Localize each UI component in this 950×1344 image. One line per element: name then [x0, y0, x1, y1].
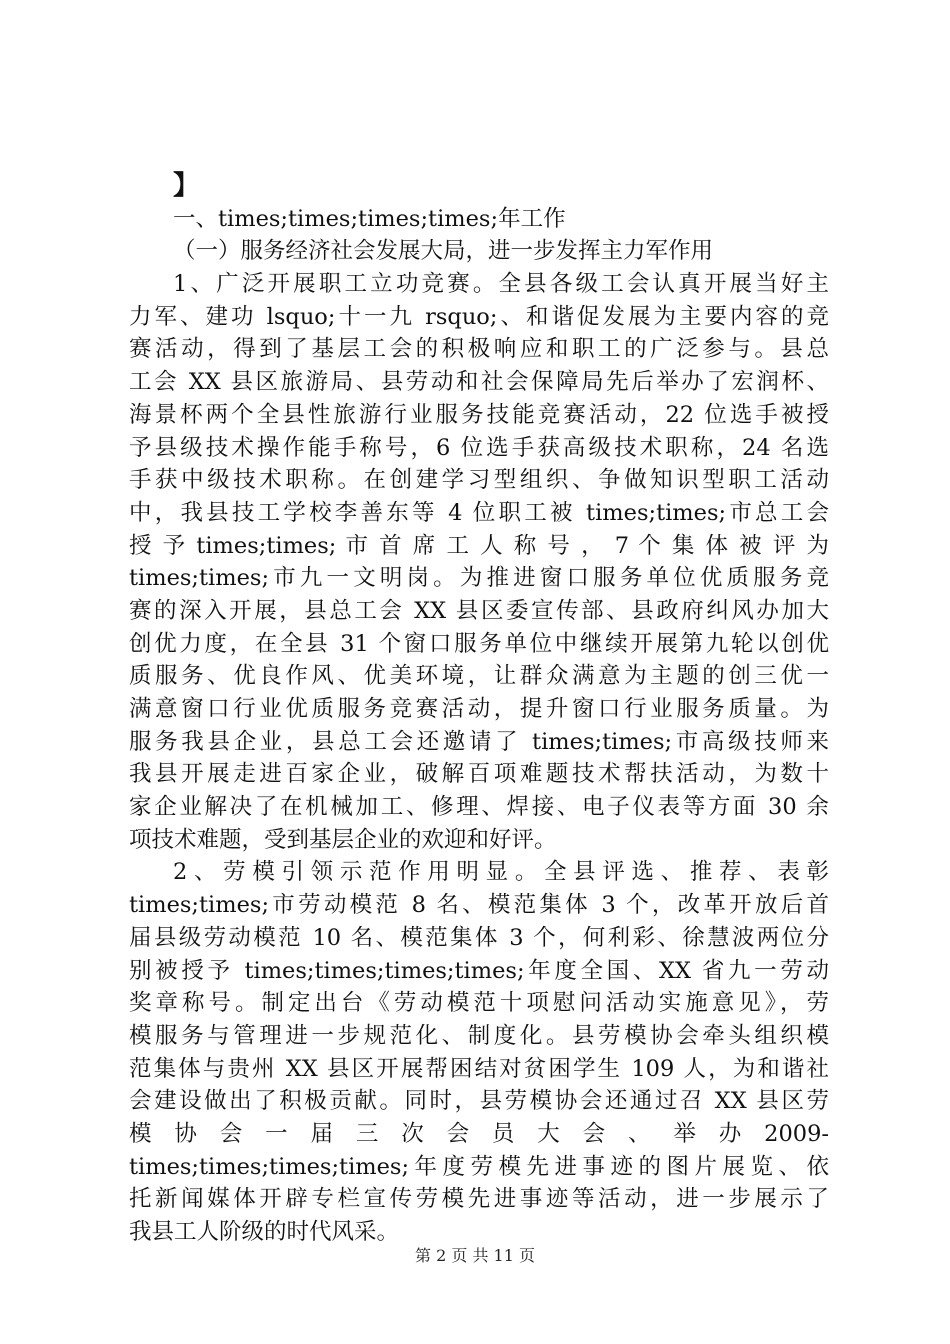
document-body	[129, 170, 829, 1249]
subsection-heading: （一）服务经济社会发展大局，进一步发挥主力军作用	[173, 238, 714, 265]
paragraph-line: 力军、建功 lsquo;十一九 rsquo;、和谐促发展为主要内容的竞	[129, 303, 829, 330]
paragraph-line: 予县级技术操作能手称号，6 位选手获高级技术职称，24 名选	[129, 434, 829, 461]
paragraph-line: 家企业解决了在机械加工、修理、焊接、电子仪表等方面 30 余	[129, 794, 829, 821]
paragraph-line: 授 予 times;times; 市 首 席 工 人 称 号 ， 7 个 集 体 被 评 为	[129, 532, 829, 559]
paragraph-line: 手获中级技术职称。在创建学习型组织、争做知识型职工活动	[129, 467, 829, 494]
paragraph-line: 满意窗口行业优质服务竞赛活动，提升窗口行业服务质量。为	[129, 696, 829, 722]
paragraph-line: 赛的深入开展，县总工会 XX 县区委宣传部、县政府纠风办加大	[129, 597, 829, 624]
paragraph-line: 范集体与贵州 XX 县区开展帮困结对贫困学生 109 人，为和谐社	[129, 1055, 829, 1082]
paragraph-line: 1、广泛开展职工立功竞赛。全县各级工会认真开展当好主	[173, 271, 829, 298]
paragraph-line: 海景杯两个全县性旅游行业服务技能竞赛活动，22 位选手被授	[129, 401, 829, 428]
paragraph-last-line: 项技术难题，受到基层企业的欢迎和好评。	[129, 826, 557, 853]
paragraph-line: 服务我县企业，县总工会还邀请了 times;times;市高级技师来	[129, 728, 829, 755]
paragraph-line: times;times;times;times;年度劳模先进事迹的图片展览、依	[129, 1153, 829, 1180]
page-footer: 第 2 页 共 11 页	[415, 1246, 535, 1265]
paragraph-line: 奖章称号。制定出台《劳动模范十项慰问活动实施意见》，劳	[129, 990, 829, 1017]
paragraph-line: times;times;市九一文明岗。为推进窗口服务单位优质服务竞	[129, 565, 829, 592]
paragraph-line: 工会 XX 县区旅游局、县劳动和社会保障局先后举办了宏润杯、	[129, 369, 829, 396]
paragraph-line: 质服务、优良作风、优美环境，让群众满意为主题的创三优一	[129, 663, 829, 690]
paragraph-line: 我县开展走进百家企业，破解百项难题技术帮扶活动，为数十	[129, 761, 829, 788]
paragraph-line: 2、劳模引领示范作用明显。全县评选、推荐、表彰	[173, 859, 829, 886]
paragraph-line: times;times;市劳动模范 8 名、模范集体 3 个，改革开放后首	[129, 892, 829, 919]
paragraph-last-line: 我县工人阶级的时代风采。	[129, 1219, 400, 1245]
paragraph-line: 赛活动，得到了基层工会的积极响应和职工的广泛参与。县总	[129, 336, 829, 363]
paragraph-line: 模 协 会 一 届 三 次 会 员 大 会 、 举 办 2009-	[129, 1120, 829, 1147]
paragraph-line: 模服务与管理进一步规范化、制度化。县劳模协会牵头组织模	[129, 1022, 829, 1049]
paragraph-line: 届县级劳动模范 10 名、模范集体 3 个，何利彩、徐慧波两位分	[129, 924, 829, 951]
paragraph-line: 中，我县技工学校李善东等 4 位职工被 times;times;市总工会	[129, 499, 829, 526]
paragraph-line: 创优力度，在全县 31 个窗口服务单位中继续开展第九轮以创优	[129, 630, 829, 657]
section-bracket: 】	[173, 171, 200, 201]
section-heading: 一、times;times;times;times;年工作	[173, 205, 566, 232]
paragraph-line: 别被授予 times;times;times;times;年度全国、XX 省九一劳动	[129, 957, 829, 984]
paragraph-line: 托新闻媒体开辟专栏宣传劳模先进事迹等活动，进一步展示了	[129, 1186, 829, 1213]
paragraph-line: 会建设做出了积极贡献。同时，县劳模协会还通过召 XX 县区劳	[129, 1088, 829, 1115]
